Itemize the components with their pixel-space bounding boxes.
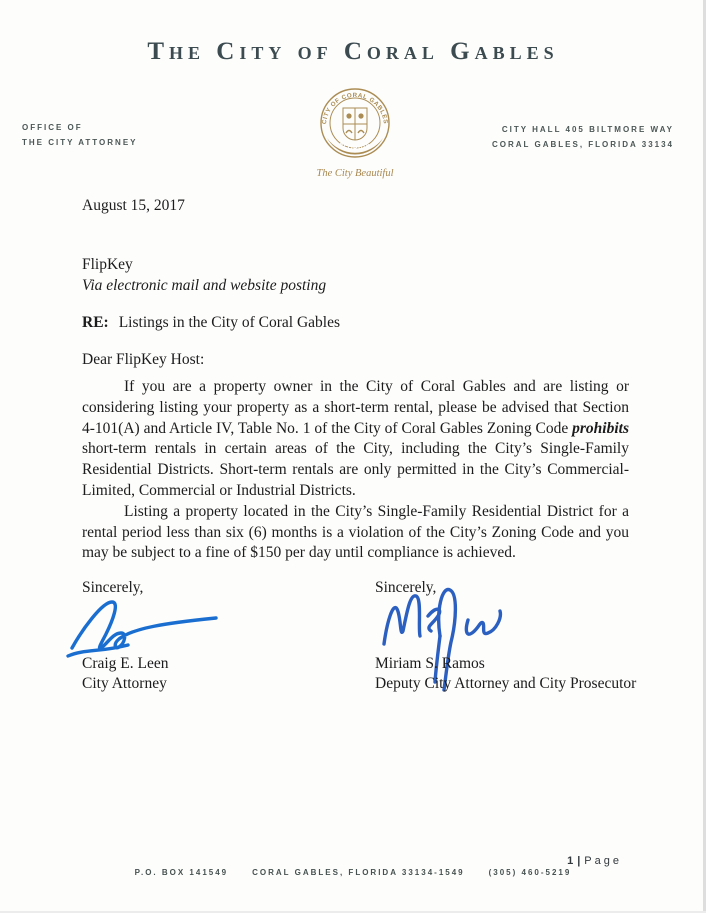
city-seal-icon [313,86,397,162]
footer-contact-line [0,868,706,877]
signer-name-right: Miriam S. Ramos [375,655,485,672]
closing-left: Sincerely, [82,579,144,596]
signer-title-right: Deputy City Attorney and City Prosecutor [375,675,637,692]
address-line-1: CITY HALL 405 BILTMORE WAY [501,125,674,134]
page-number-word: Page [584,855,622,867]
office-line-2: THE CITY ATTORNEY [22,138,138,147]
sender-office-block [22,120,138,150]
page-number-value: 1 [567,855,574,867]
body-paragraph-1 [82,377,629,502]
address-line-2: CORAL GABLES, FLORIDA 33134 [491,140,674,149]
p1-emphasis: prohibits [572,419,629,437]
footer-po-box: P.O. BOX 141549 [134,868,229,877]
letter-date: August 15, 2017 [82,197,185,214]
recipient-name: FlipKey [82,256,133,273]
page-number-divider: | [577,855,581,867]
letter-body [82,377,629,564]
city-seal-block [313,86,397,179]
signer-name-left: Craig E. Leen [82,655,169,672]
office-line-1: OFFICE OF [22,123,83,132]
page-title: The City of Coral Gables [147,38,559,65]
footer-phone: (305) 460-5219 [488,868,572,877]
seal-emblem [343,108,367,140]
city-hall-address-block [492,122,674,152]
seal-tagline: The City Beautiful [316,168,394,179]
re-subject: Listings in the City of Coral Gables [118,314,340,331]
delivery-method: Via electronic mail and website posting [82,277,327,294]
seal-ring-text: CITY OF CORAL GABLES [320,91,390,125]
page-number [567,855,622,867]
footer-address: CORAL GABLES, FLORIDA 33134-1549 [252,868,465,877]
salutation: Dear FlipKey Host: [82,351,205,368]
p1-text-before: If you are a property owner in the City of Coral Gables and are listing or considering listing your property as a short-term rental, please be advised that Section 4-101(A) and Article IV, Table No. 1 of the City of Coral Gables Zoning Code [82,378,629,437]
p1-text-after: short-term rentals in certain areas of the City, including the City’s Single-Family Residential Districts. Short-term rentals are only permitted in the City’s Commercial-Limited, Commercial or Industrial Districts. [82,440,629,499]
re-label: RE: [82,314,109,331]
svg-text:FLORIDA [338,140,372,152]
closing-right: Sincerely, [375,579,437,596]
re-line [82,313,340,334]
body-paragraph-2: Listing a property located in the City’s Single-Family Residential District for a rental period less than six (6) months is a violation of the City’s Zoning Code and you may be subject to a fine of $150 per day until compliance is achieved. [82,502,629,562]
signer-title-left: City Attorney [82,675,167,692]
seal-banner-text: FLORIDA [337,140,373,153]
